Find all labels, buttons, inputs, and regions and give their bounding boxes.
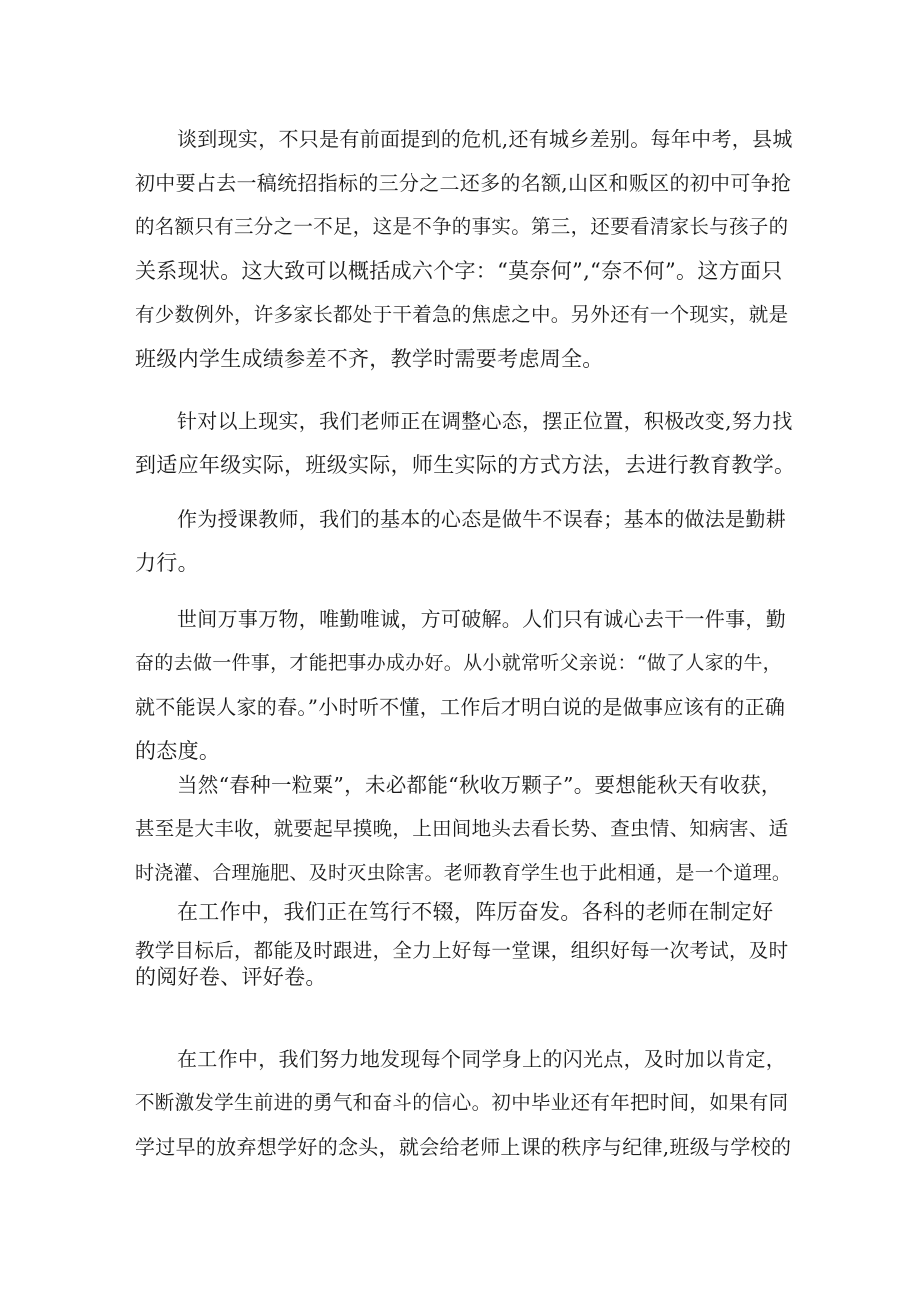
paragraph-diligence — [135, 597, 795, 773]
text-line: 时浇灌、合理施肥、及时灭虫除害。老师教育学生也于此相通，是一个道理。 — [135, 862, 792, 884]
text-line: 谈到现实，不只是有前面提到的危机,还有城乡差别。每年中考，县城 — [177, 127, 793, 151]
text-line: 的名额只有三分之一不足，这是不争的事实。第三，还要看清家长与孩子的 — [135, 215, 789, 238]
text-line: 世间万事万物，唯勤唯诚，方可破解。人们只有诚心去干一件事，勤 — [177, 607, 786, 631]
text-line: 针对以上现实，我们老师正在调整心态，摆正位置，积极改变,努力找 — [177, 409, 793, 433]
text-line: 到适应年级实际，班级实际，师生实际的方式方法，去进行教育教学。 — [135, 453, 796, 477]
text-line: 不断激发学生前进的勇气和奋斗的信心。初中毕业还有年把时间，如果有同 — [135, 1091, 789, 1114]
text-line: 的态度。 — [135, 739, 221, 763]
paragraph-harvest-metaphor — [135, 763, 795, 895]
text-line: 在工作中，我们努力地发现每个同学身上的闪光点，及时加以肯定， — [177, 1047, 786, 1071]
text-line: 初中要占去一稿统招指标的三分之二还多的名额,山区和贩区的初中可争抢 — [135, 171, 792, 195]
text-line: 力行。 — [135, 551, 199, 575]
paragraph-work-intro — [135, 890, 795, 934]
paragraph-student-encouragement — [135, 1037, 795, 1169]
text-line: 关系现状。这大致可以概括成六个字：“莫奈何”,“奈不何”。这方面只 — [135, 259, 783, 283]
text-line: 就不能误人家的春。”小时听不懂，工作后才明白说的是做事应该有的正确 — [135, 695, 786, 719]
paragraph-teaching-goals — [135, 938, 795, 990]
text-line: 作为授课教师，我们的基本的心态是做牛不误春；基本的做法是勤耕 — [177, 507, 786, 531]
text-line: 的阅好卷、评好卷。 — [135, 965, 327, 989]
text-line: 奋的去做一件事，才能把事办成办好。从小就常听父亲说：“做了人家的牛， — [135, 652, 782, 674]
text-line: 教学目标后，都能及时跟进，全力上好每一堂课，组织好每一次考试，及时 — [135, 939, 789, 962]
text-line: 当然“春种一粒粟”，未必都能“秋收万颗子”。要想能秋天有收获， — [177, 773, 782, 797]
paragraph-adjust-mindset — [135, 399, 795, 487]
text-line: 在工作中，我们正在笃行不辍，阵厉奋发。各科的老师在制定好 — [177, 900, 774, 924]
paragraph-urban-rural-gap — [135, 117, 795, 381]
paragraph-teacher-attitude — [135, 497, 795, 585]
text-line: 有少数例外，许多家长都处于干着急的焦虑之中。另外还有一个现实，就是 — [135, 303, 789, 326]
text-line: 学过早的放弃想学好的念头，就会给老师上课的秩序与纪律,班级与学校的 — [135, 1135, 792, 1159]
text-line: 班级内学生成绩参差不齐，教学时需要考虑周全。 — [135, 347, 604, 371]
text-line: 甚至是大丰收，就要起早摸晚，上田间地头去看长势、查虫情、知病害、适 — [135, 817, 789, 840]
